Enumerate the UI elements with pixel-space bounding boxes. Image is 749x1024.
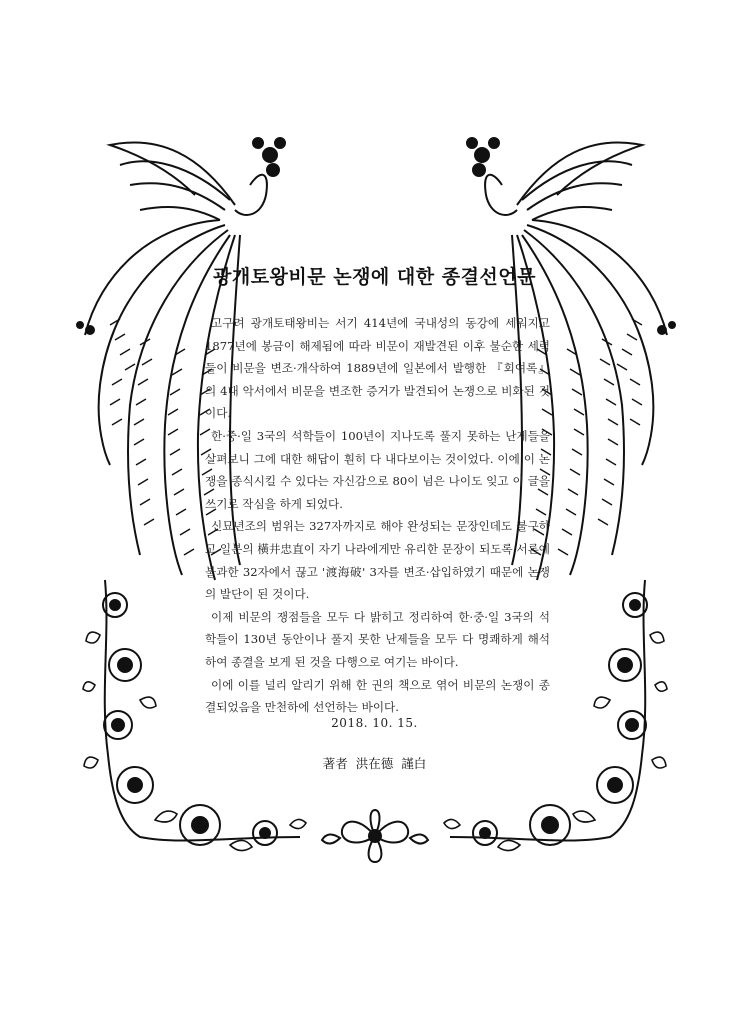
author-role: 著者 [322,756,348,771]
page-title: 광개토왕비문 논쟁에 대한 종결선언문 [212,266,536,288]
paragraph: 이에 이를 널리 알리기 위해 한 권의 책으로 엮어 비문의 논쟁이 종결되었음을 만천하에 선언하는 바이다. [205,677,550,715]
paragraph: 한·중·일 3국의 석학들이 100년이 지나도록 풀지 못하는 난제들을 살펴보니 그에 대한 해답이 훤히 다 내다보이는 것이었다. 이에 이 논쟁을 종식시킬 수 있다는 자신감으로 80이 넘은 나이도 잊고 이 글을 쓰기로 작심을 하게 되었다. [205,428,550,511]
center-flower-icon [320,808,430,864]
paragraph: 신묘년조의 범위는 327자까지로 해야 완성되는 문장인데도 불구하고 일본의 橫井忠直이 자기 나라에게만 유리한 문장이 되도록 서론에 불과한 32자에서 끊고 '渡海破' 3자를 변조·삽입하였기 때문에 논쟁의 발단이 된 것이다. [205,519,550,602]
declaration-body [205,312,550,719]
author-closing: 謹白 [401,756,427,771]
declaration-date: 2018. 10. 15. [331,716,418,730]
author-signature [0,754,749,772]
paragraph: 이제 비문의 쟁점들을 모두 다 밝히고 정리하여 한·중·일 3국의 석학들이 130년 동안이나 풀지 못한 난제들을 모두 다 명쾌하게 해석하여 종결을 보게 된 것을 다행으로 여기는 바이다. [205,609,550,669]
author-name: 洪在德 [355,756,394,771]
paragraph: 고구려 광개토태왕비는 서기 414년에 국내성의 동강에 세워지고 1877년에 봉금이 해제됨에 따라 비문이 재발견된 이후 불순한 세력들이 비문을 변조·개삭하여 1889년에 일본에서 발행한 『회여록』의 4대 악서에서 비문을 변조한 증거가 발견되어 논쟁으로 비화된 것이다. [205,316,550,421]
